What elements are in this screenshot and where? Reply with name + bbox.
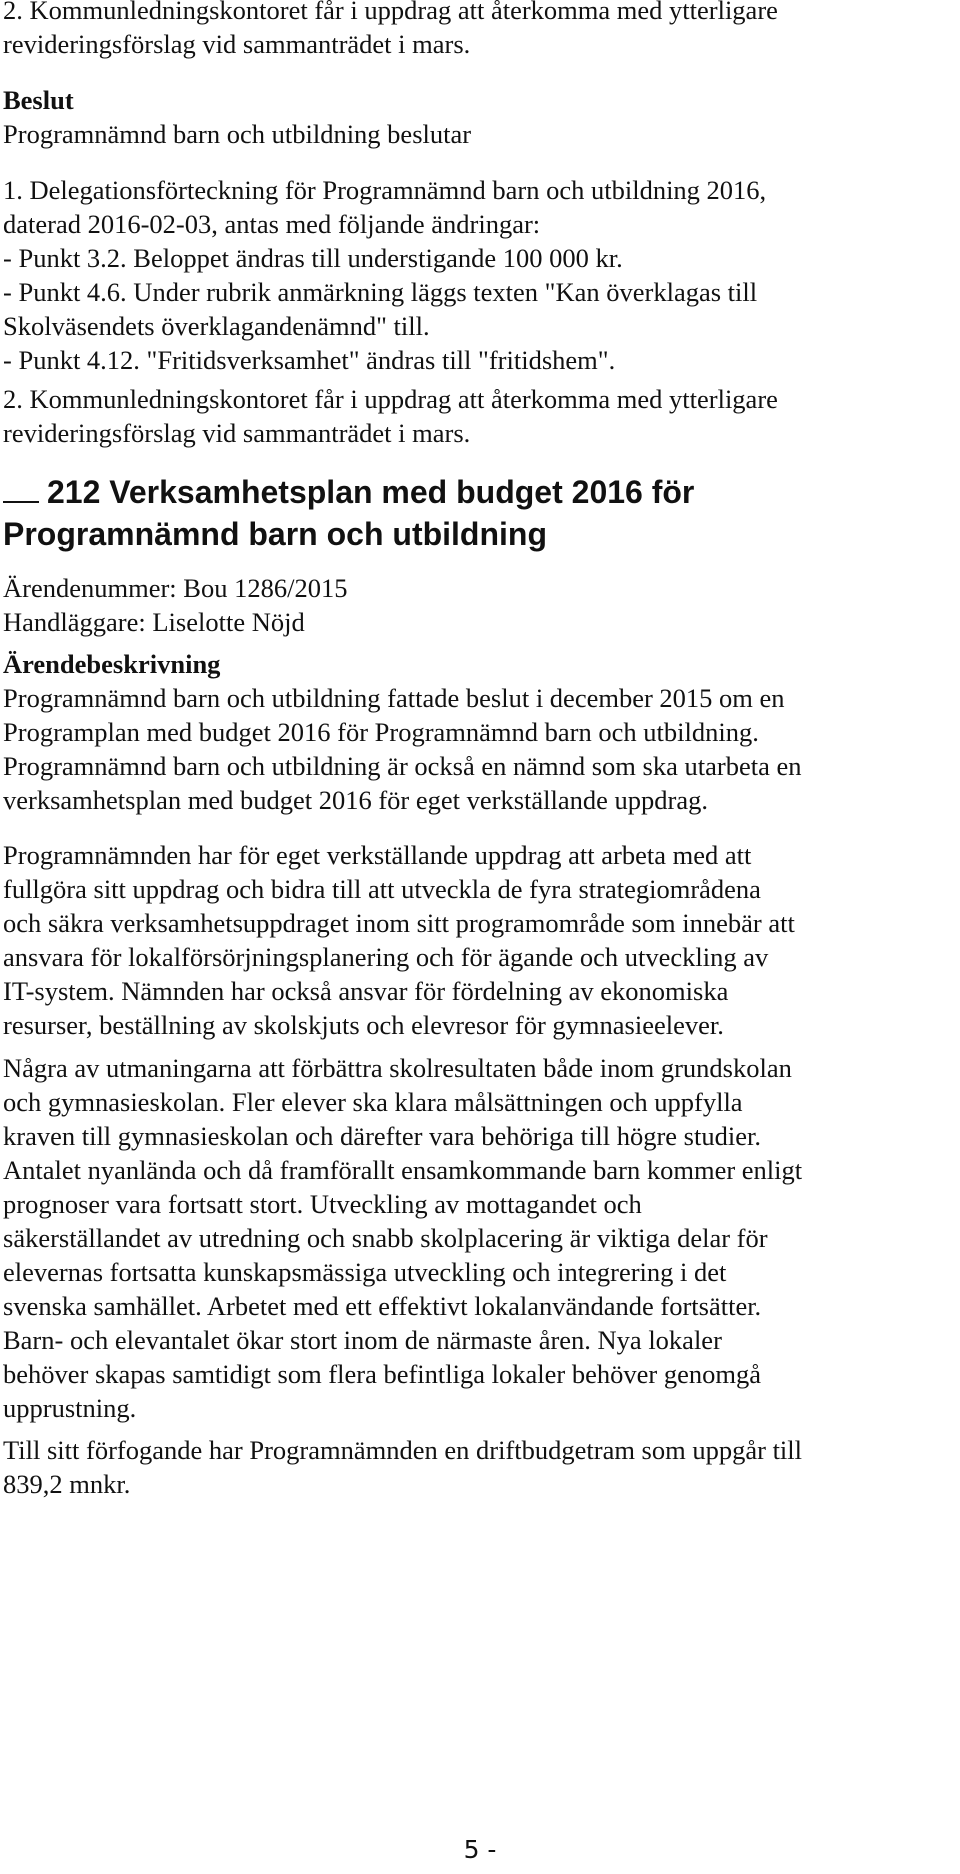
text-line: Programnämnd barn och utbildning är också en nämnd som ska utarbeta en: [3, 751, 802, 781]
text-line: Programnämnd barn och utbildning fattade beslut i december 2015 om en: [3, 683, 785, 713]
decision-intro: Programnämnd barn och utbildning beslutar: [3, 119, 472, 149]
section-heading-text: 212 Verksamhetsplan med budget 2016 för: [47, 474, 695, 510]
section-heading: [3, 471, 952, 555]
text-line: upprustning.: [3, 1393, 137, 1423]
text-line: elevernas fortsatta kunskapsmässiga utveckling och integrering i det: [3, 1257, 727, 1287]
text-line: Skolväsendets överklagandenämnd" till.: [3, 311, 430, 341]
text-line: resurser, beställning av skolskjuts och elevresor för gymnasieelever.: [3, 1010, 724, 1040]
text-line: säkerställandet av utredning och snabb skolplacering är viktiga delar för: [3, 1223, 768, 1253]
case-meta: [3, 571, 952, 639]
heading-underline-mark: [3, 475, 39, 503]
text-line: - Punkt 4.12. "Fritidsverksamhet" ändras till "fritidshem".: [3, 345, 616, 375]
text-line: ansvara för lokalförsörjningsplanering och för ägande och utveckling av: [3, 942, 769, 972]
text-line: och gymnasieskolan. Fler elever ska klara målsättningen och uppfylla: [3, 1087, 743, 1117]
text-line: 1. Delegationsförteckning för Programnämnd barn och utbildning 2016,: [3, 175, 767, 205]
text-line: daterad 2016-02-03, antas med följande ändringar:: [3, 209, 541, 239]
case-handler: Handläggare: Liselotte Nöjd: [3, 607, 305, 637]
decision-item-1: [3, 173, 952, 377]
text-line: - Punkt 3.2. Beloppet ändras till understigande 100 000 kr.: [3, 243, 623, 273]
text-line: fullgöra sitt uppdrag och bidra till att utveckla de fyra strategiområdena: [3, 874, 761, 904]
description-heading: Ärendebeskrivning: [3, 649, 221, 679]
decision-section: [3, 83, 952, 151]
text-line: Programplan med budget 2016 för Programnämnd barn och utbildning.: [3, 717, 759, 747]
description-section: [3, 647, 952, 817]
section-heading-line: [3, 471, 952, 513]
text-line: och säkra verksamhetsuppdraget inom sitt programområde som innebär att: [3, 908, 795, 938]
text-line: verksamhetsplan med budget 2016 för eget verkställande uppdrag.: [3, 785, 708, 815]
case-number: Ärendenummer: Bou 1286/2015: [3, 573, 348, 603]
decision-item-2: [3, 382, 952, 450]
text-line: prognoser vara fortsatt stort. Utveckling av mottagandet och: [3, 1189, 642, 1219]
text-line: Barn- och elevantalet ökar stort inom de närmaste åren. Nya lokaler: [3, 1325, 722, 1355]
text-line: IT-system. Nämnden har också ansvar för fördelning av ekonomiska: [3, 976, 729, 1006]
text-line: Antalet nyanlända och då framförallt ensamkommande barn kommer enligt: [3, 1155, 803, 1185]
text-line: revideringsförslag vid sammanträdet i mars.: [3, 418, 471, 448]
top-revision-paragraph: [3, 0, 952, 61]
decision-label: Beslut: [3, 85, 74, 115]
text-line: svenska samhället. Arbetet med ett effektivt lokalanvändande fortsätter.: [3, 1291, 762, 1321]
text-line: Några av utmaningarna att förbättra skolresultaten både inom grundskolan: [3, 1053, 792, 1083]
text-line: behöver skapas samtidigt som flera befintliga lokaler behöver genomgå: [3, 1359, 761, 1389]
text-line: Programnämnden har för eget verkställande uppdrag att arbeta med att: [3, 840, 752, 870]
mandate-paragraph: [3, 838, 952, 1042]
challenges-paragraph: [3, 1051, 952, 1425]
page-number: 5 -: [463, 1835, 497, 1864]
budget-paragraph: [3, 1433, 952, 1501]
text-line: 839,2 mnkr.: [3, 1469, 131, 1499]
text-line: 2. Kommunledningskontoret får i uppdrag att återkomma med ytterligare: [3, 0, 778, 25]
text-line: kraven till gymnasieskolan och därefter vara behöriga till högre studier.: [3, 1121, 761, 1151]
text-line: Till sitt förfogande har Programnämnden en driftbudgetram som uppgår till: [3, 1435, 803, 1465]
section-heading-line: Programnämnd barn och utbildning: [3, 516, 547, 552]
text-line: - Punkt 4.6. Under rubrik anmärkning läggs texten "Kan överklagas till: [3, 277, 758, 307]
text-line: revideringsförslag vid sammanträdet i mars.: [3, 29, 471, 59]
text-line: 2. Kommunledningskontoret får i uppdrag att återkomma med ytterligare: [3, 384, 778, 414]
